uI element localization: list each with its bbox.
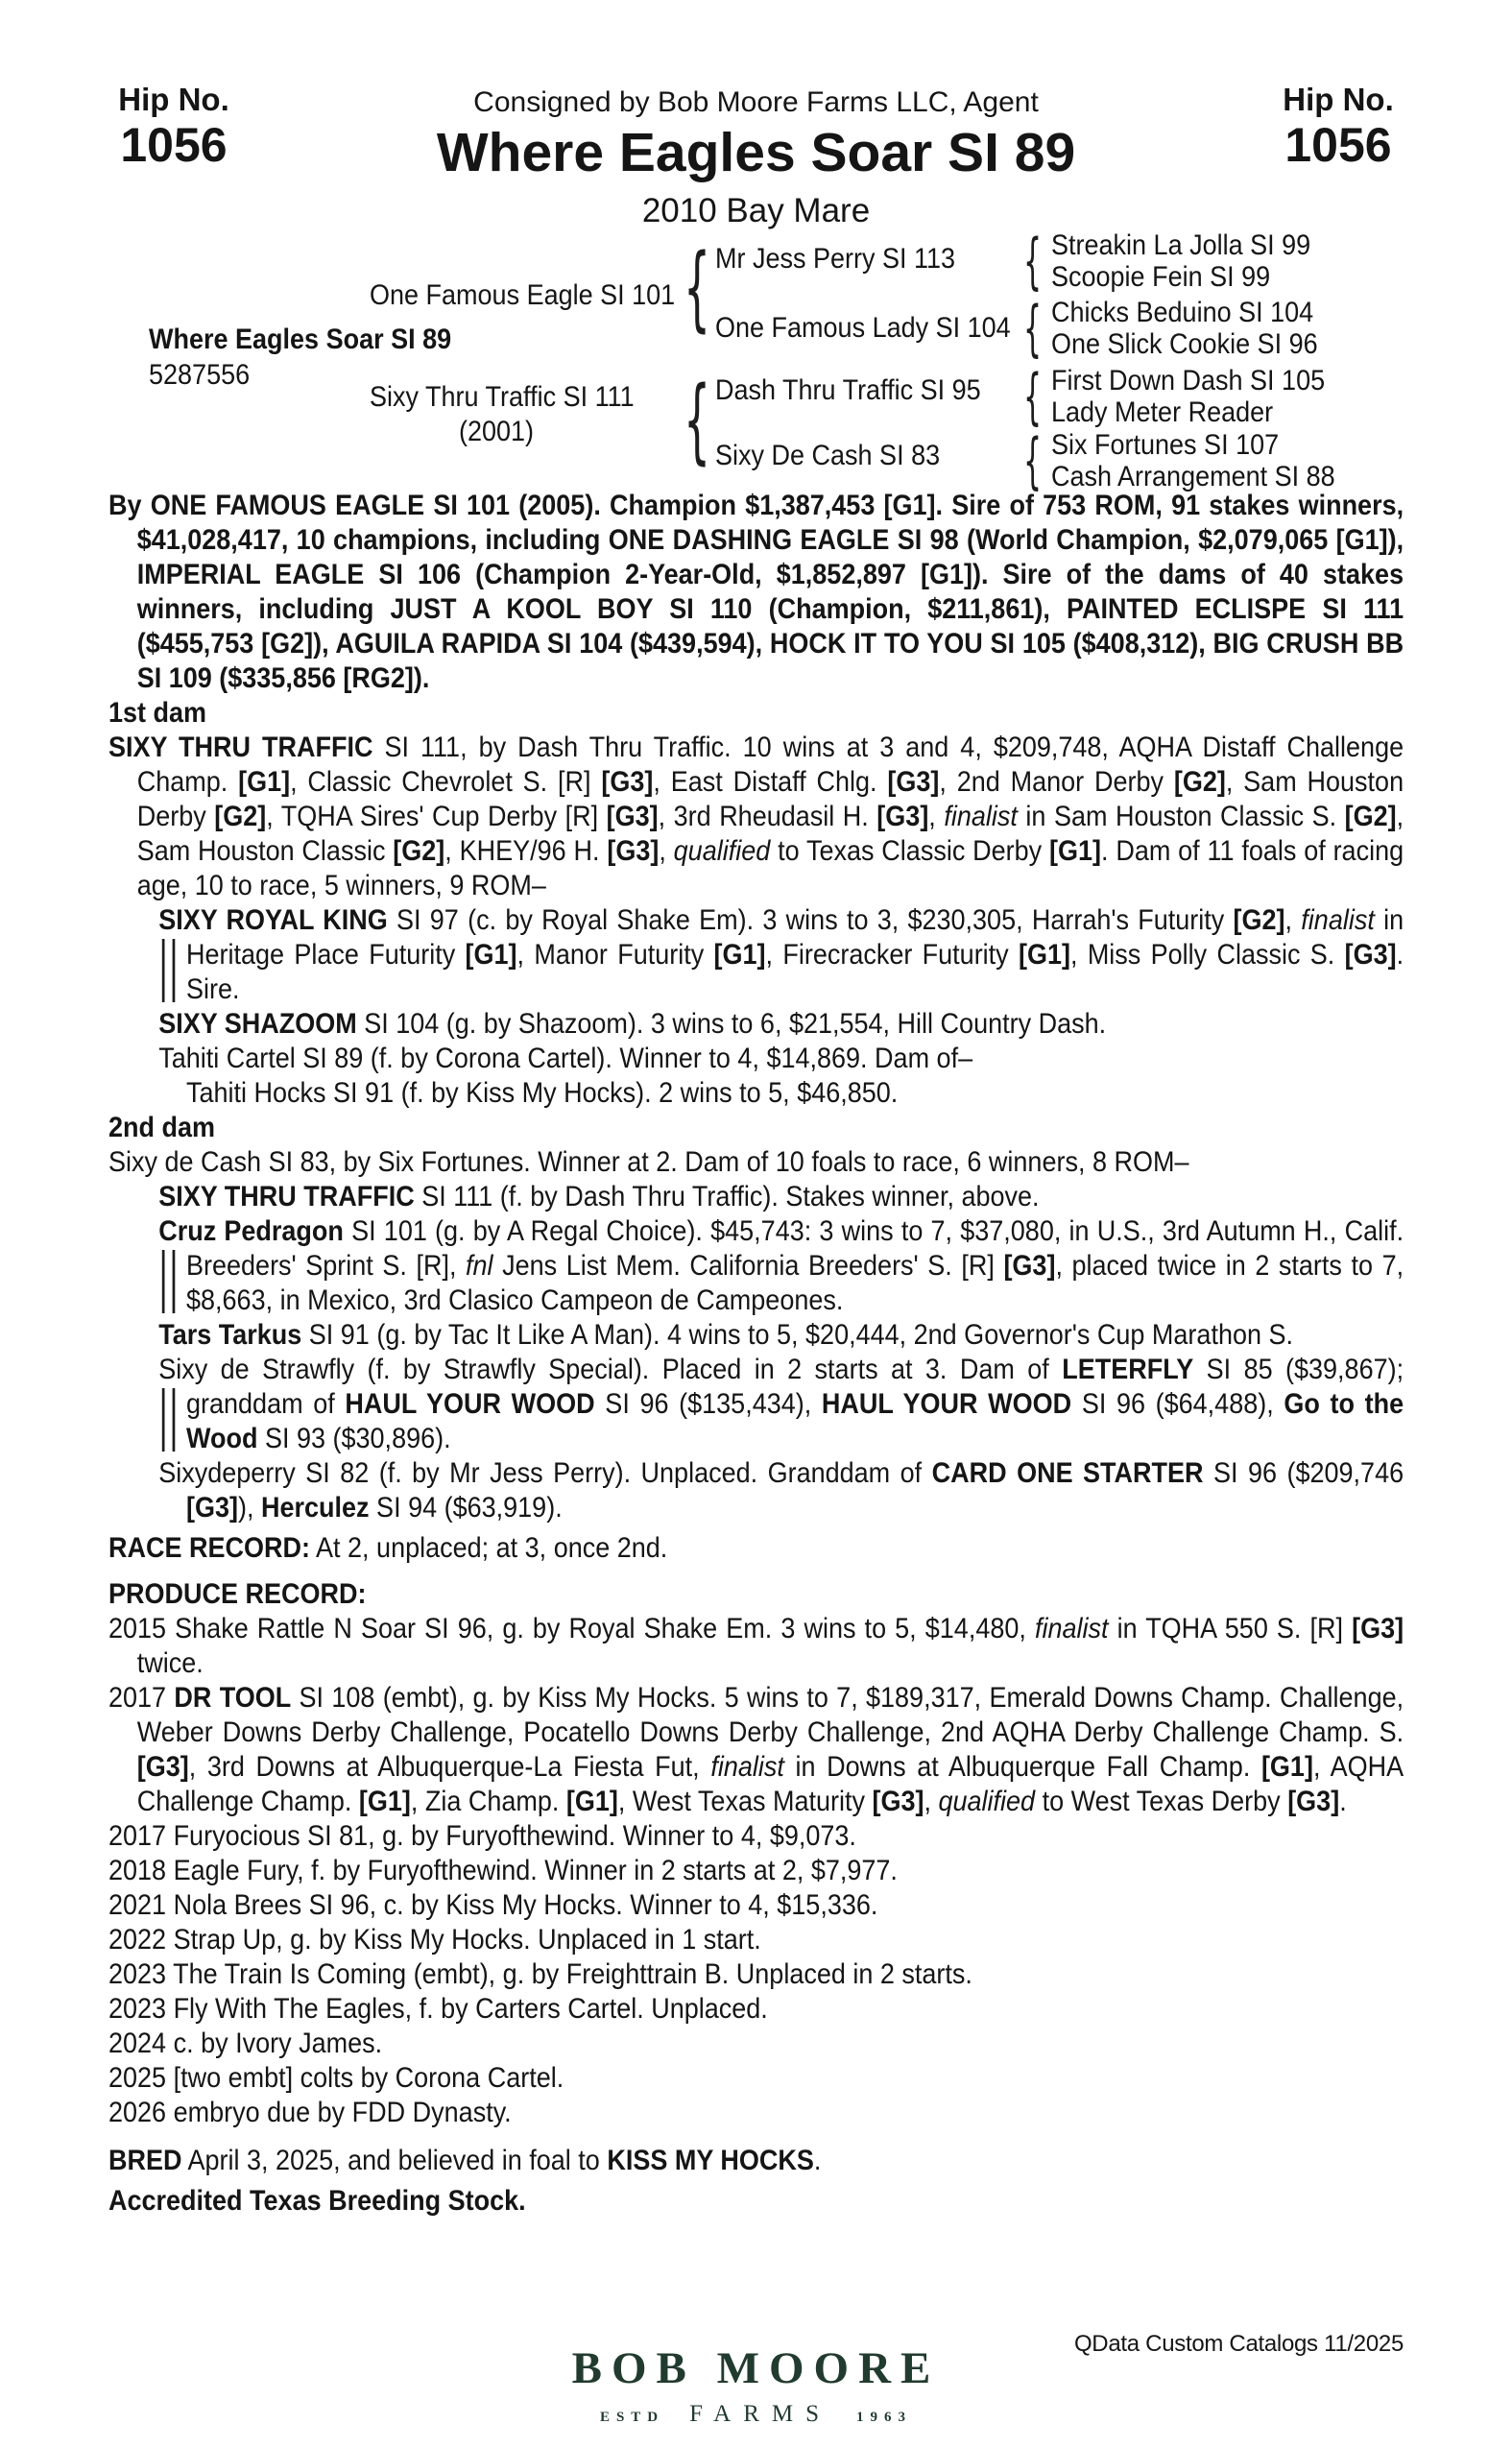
foal-description: 2010 Bay Mare	[641, 192, 871, 229]
accredited-note: Accredited Texas Breeding Stock.	[108, 2185, 526, 2217]
foal-entry-tahiti-hocks: Tahiti Hocks SI 91 (f. by Kiss My Hocks). 2 wins to 5, $46,850.	[186, 1077, 899, 1109]
foal-entry-sixy-thru-traffic: SIXY THRU TRAFFIC SI 111 (f. by Dash Thru Traffic). Stakes winner, above.	[158, 1181, 1040, 1212]
pedigree-sire: One Famous Eagle SI 101	[370, 279, 676, 311]
brand-name: BOB MOORE	[571, 2343, 941, 2393]
pedigree-subject-name: Where Eagles Soar SI 89	[149, 324, 452, 355]
brace-icon: {	[1023, 362, 1043, 433]
produce-entry-2024: 2024 c. by Ivory James.	[108, 2028, 383, 2059]
catalog-body	[108, 489, 1404, 2219]
pedigree-gen3-name: First Down Dash SI 105	[1051, 365, 1326, 396]
foal-entry-tars-tarkus: Tars Tarkus SI 91 (g. by Tac It Like A Man). 4 wins to 5, $20,444, 2nd Governor's Cup Marathon S.	[108, 1318, 1404, 1353]
hip-block-right	[1266, 83, 1410, 172]
pedigree-gen3-name: Cash Arrangement SI 88	[1051, 461, 1335, 492]
pedigree-sire-sire: Mr Jess Perry SI 113	[715, 243, 956, 275]
credit-line: QData Custom Catalogs 11/2025	[1073, 2331, 1404, 2357]
bred-note: BRED April 3, 2025, and believed in foal to KISS MY HOCKS.	[108, 2145, 822, 2176]
hip-number: 1056	[120, 118, 228, 173]
pedigree-gen3-name: Lady Meter Reader	[1051, 396, 1274, 428]
foal-entry-sixy-de-strawfly: Sixy de Strawfly (f. by Strawfly Special). Placed in 2 starts at 3. Dam of LETERFLY SI 85 ($39,867); granddam of HAUL YOUR WOOD SI 96 ($135,434), HAUL YOUR WOOD SI 96 ($64,488), Go to the Wood SI 93 ($30,896).	[108, 1353, 1404, 1456]
brand-estd: ESTD	[599, 2410, 665, 2425]
brace-icon: {	[684, 234, 711, 343]
foal-entry-sixy-royal-king: SIXY ROYAL KING SI 97 (c. by Royal Shake Em). 3 wins to 3, $230,305, Harrah's Futurity [G2], finalist in Heritage Place Futurity [G1], Manor Futurity [G1], Firecracker Futurity [G1], Miss Polly Classic S. [G3]. Sire.	[108, 903, 1404, 1007]
hip-label: Hip No.	[1283, 82, 1394, 117]
produce-entry-2017-dr-tool: 2017 DR TOOL SI 108 (embt), g. by Kiss My Hocks. 5 wins to 7, $189,317, Emerald Downs Champ. Challenge, Weber Downs Derby Challenge, Pocatello Downs Derby Challenge, 2nd AQHA Derby Challenge Champ. S. [G3], 3rd Downs at Albuquerque-La Fiesta Fut, finalist in Downs at Albuquerque Fall Champ. [G1], AQHA Challenge Champ. [G1], Zia Champ. [G1], West Texas Maturity [G3], qualified to West Texas Derby [G3].	[108, 1682, 1404, 1817]
produce-entry-2015: 2015 Shake Rattle N Soar SI 96, g. by Royal Shake Em. 3 wins to 5, $14,480, finalist in TQHA 550 S. [R] [G3] twice.	[108, 1613, 1404, 1679]
pedigree-dam-year: (2001)	[459, 416, 535, 447]
brace-icon: {	[684, 367, 711, 475]
pedigree-gen3-name: Scoopie Fein SI 99	[1051, 261, 1271, 293]
pedigree-subject-registration: 5287556	[149, 359, 251, 391]
foal-entry-sixydeperry: Sixydeperry SI 82 (f. by Mr Jess Perry). Unplaced. Granddam of CARD ONE STARTER SI 96 ($209,746 [G3]), Herculez SI 94 ($63,919).	[158, 1457, 1404, 1524]
produce-entry-2022: 2022 Strap Up, g. by Kiss My Hocks. Unplaced in 1 start.	[108, 1924, 761, 1956]
brand-subline	[0, 2401, 1512, 2428]
pedigree-dam-sire: Dash Thru Traffic SI 95	[715, 374, 981, 406]
first-dam-heading: 1st dam	[108, 697, 207, 729]
brace-icon: {	[1023, 294, 1043, 365]
produce-record-heading: PRODUCE RECORD:	[108, 1578, 367, 1610]
produce-entry-2026: 2026 embryo due by FDD Dynasty.	[108, 2097, 512, 2128]
foal-entry-tahiti-cartel: Tahiti Cartel SI 89 (f. by Corona Cartel). Winner to 4, $14,869. Dam of–	[158, 1043, 973, 1074]
brand-year: 1963	[856, 2410, 913, 2425]
pedigree-gen3-name: Chicks Beduino SI 104	[1051, 297, 1314, 328]
catalog-body-column	[108, 489, 1404, 2219]
consignment-line: Consigned by Bob Moore Farms LLC, Agent	[473, 86, 1039, 118]
hip-number: 1056	[1284, 118, 1392, 173]
pedigree-gen3-name: Streakin La Jolla SI 99	[1051, 229, 1311, 261]
pedigree-gen3-name: One Slick Cookie SI 96	[1051, 328, 1318, 360]
produce-entry-2023-train: 2023 The Train Is Coming (embt), g. by Freighttrain B. Unplaced in 2 starts.	[108, 1958, 972, 1990]
pedigree-dam: Sixy Thru Traffic SI 111	[370, 381, 635, 413]
produce-entry-2025: 2025 [two embt] colts by Corona Cartel.	[108, 2062, 564, 2094]
brand-farms: FARMS	[689, 2401, 832, 2427]
foal-entry-cruz-pedragon: Cruz Pedragon SI 101 (g. by A Regal Choice). $45,743: 3 wins to 7, $37,080, in U.S., 3rd Autumn H., Calif. Breeders' Sprint S. [R], fnl Jens List Mem. California Breeders' S. [R] [G3], placed twice in 2 starts to 7, $8,663, in Mexico, 3rd Clasico Campeon de Campeones.	[108, 1214, 1404, 1318]
race-record: RACE RECORD: At 2, unplaced; at 3, once 2nd.	[108, 1532, 668, 1564]
pedigree-gen3-name: Six Fortunes SI 107	[1051, 429, 1280, 461]
sire-summary: By ONE FAMOUS EAGLE SI 101 (2005). Champion $1,387,453 [G1]. Sire of 753 ROM, 91 stakes winners, $41,028,417, 10 champions, including ONE DASHING EAGLE SI 98 (World Champion, $2,079,065 [G1]), IMPERIAL EAGLE SI 106 (Champion 2-Year-Old, $1,852,897 [G1]). Sire of the dams of 40 stakes winners, including JUST A KOOL BOY SI 110 (Champion, $211,861), PAINTED ECLISPE SI 111 ($455,753 [G2]), AGUILA RAPIDA SI 104 ($439,594), HOCK IT TO YOU SI 105 ($408,312), BIG CRUSH BB SI 109 ($335,856 [RG2]).	[108, 490, 1404, 694]
foal-entry-sixy-shazoom: SIXY SHAZOOM SI 104 (g. by Shazoom). 3 wins to 6, $21,554, Hill Country Dash.	[158, 1008, 1107, 1040]
pedigree-chart	[0, 228, 1512, 495]
second-dam-entry: Sixy de Cash SI 83, by Six Fortunes. Winner at 2. Dam of 10 foals to race, 6 winners, 8 ROM–	[108, 1146, 1189, 1178]
first-dam-entry: SIXY THRU TRAFFIC SI 111, by Dash Thru Traffic. 10 wins at 3 and 4, $209,748, AQHA Distaff Challenge Champ. [G1], Classic Chevrolet S. [R] [G3], East Distaff Chlg. [G3], 2nd Manor Derby [G2], Sam Houston Derby [G2], TQHA Sires' Cup Derby [R] [G3], 3rd Rheudasil H. [G3], finalist in Sam Houston Classic S. [G2], Sam Houston Classic [G2], KHEY/96 H. [G3], qualified to Texas Classic Derby [G1]. Dam of 11 foals of racing age, 10 to race, 5 winners, 9 ROM–	[108, 732, 1404, 901]
pedigree-dam-dam: Sixy De Cash SI 83	[715, 440, 941, 471]
produce-entry-2023-fly: 2023 Fly With The Eagles, f. by Carters Cartel. Unplaced.	[108, 1993, 768, 2025]
brace-icon: {	[1023, 227, 1043, 298]
brace-icon: {	[1023, 426, 1043, 497]
second-dam-heading: 2nd dam	[108, 1112, 216, 1143]
page-title: Where Eagles Soar SI 89	[436, 122, 1076, 183]
produce-entry-2017-furyocious: 2017 Furyocious SI 81, g. by Furyofthewind. Winner to 4, $9,073.	[108, 1820, 856, 1852]
bob-moore-farms-logo	[0, 2342, 1512, 2428]
hip-label: Hip No.	[118, 82, 229, 117]
pedigree-sire-dam: One Famous Lady SI 104	[715, 312, 1011, 344]
produce-entry-2021: 2021 Nola Brees SI 96, c. by Kiss My Hocks. Winner to 4, $15,336.	[108, 1889, 878, 1921]
produce-entry-2018: 2018 Eagle Fury, f. by Furyofthewind. Winner in 2 starts at 2, $7,977.	[108, 1855, 898, 1886]
